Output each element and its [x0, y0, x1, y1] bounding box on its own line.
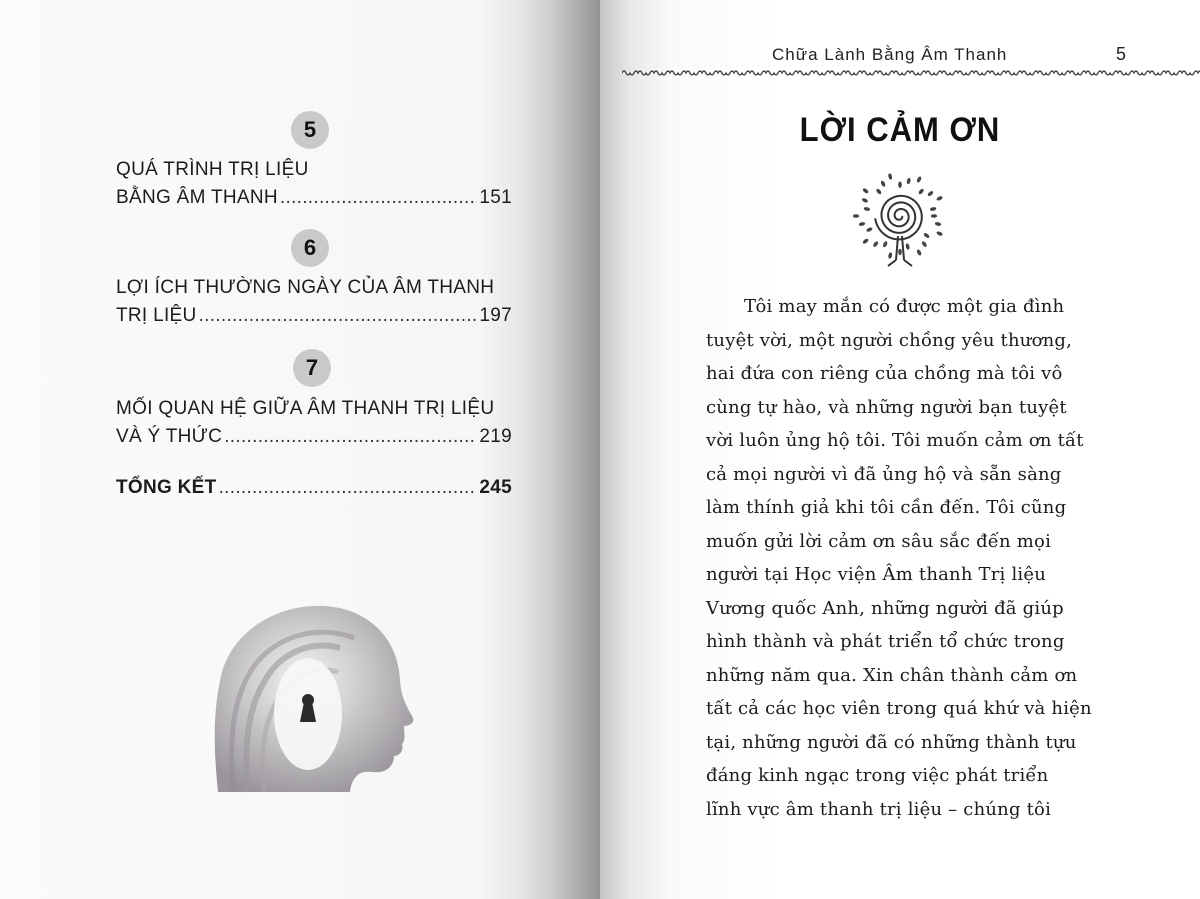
body-line: tại, những người đã có những thành tựu	[706, 731, 1077, 753]
toc-entry-6[interactable]	[116, 304, 512, 328]
leaf-shape	[916, 176, 922, 183]
leaf-shape	[927, 190, 934, 197]
leaf-shape	[863, 207, 870, 212]
toc-entry-5-title: QUÁ TRÌNH TRỊ LIỆU	[116, 159, 309, 180]
leaf-shape	[936, 231, 943, 237]
body-line: muốn gửi lời cảm ơn sâu sắc đến mọi	[706, 530, 1052, 552]
toc-entry-5-page: 151	[479, 187, 512, 208]
book-gutter-shadow	[520, 0, 600, 899]
body-line: hình thành và phát triển tổ chức trong	[706, 631, 1065, 652]
toc-entry-5[interactable]	[116, 186, 512, 210]
leaf-shape	[898, 249, 902, 255]
body-line: hai đứa con riêng của chồng mà tôi vô	[706, 363, 1063, 384]
body-line: đáng kinh ngạc trong việc phát triển	[706, 765, 1049, 786]
body-line: Tôi may mắn có được một gia đình	[744, 296, 1065, 317]
leaf-shape	[930, 207, 937, 212]
leaf-shape	[936, 195, 943, 201]
body-line: cùng tự hào, và những người bạn tuyệt	[706, 396, 1067, 418]
toc-leader-dots	[199, 304, 478, 328]
body-line: vời luôn ủng hộ tôi. Tôi muốn cảm ơn tất	[706, 430, 1084, 451]
toc-leader-dots	[224, 425, 477, 449]
leaf-shape	[906, 177, 911, 184]
toc-entry-6-title: LỢI ÍCH THƯỜNG NGÀY CỦA ÂM THANH	[116, 277, 495, 298]
leaf-shape	[866, 227, 873, 233]
toc-leader-dots	[280, 186, 477, 210]
section-title: LỜI CẢM ƠN	[799, 109, 1001, 150]
toc-entry-7-title-end: VÀ Ý THỨC	[116, 426, 223, 447]
body-line: tuyệt vời, một người chồng yêu thương,	[706, 329, 1073, 351]
leaf-shape	[872, 240, 879, 247]
page-number: 5	[1116, 44, 1127, 64]
toc-entry-7-title: MỐI QUAN HỆ GIỮA ÂM THANH TRỊ LIỆU	[116, 398, 495, 419]
leaf-shape	[934, 222, 941, 227]
toc-entry-6-title-end: TRỊ LIỆU	[116, 305, 197, 326]
leaf-shape	[923, 232, 930, 239]
leaf-shape	[858, 222, 865, 227]
leaf-shape	[880, 180, 886, 187]
toc-entry-6-page: 197	[479, 305, 512, 326]
body-line: Vương quốc Anh, những người đã giúp	[706, 597, 1064, 619]
leaf-shape	[898, 182, 902, 188]
toc-entry-summary[interactable]	[116, 476, 512, 500]
leaf-shape	[862, 238, 869, 245]
leaf-shape	[861, 197, 868, 203]
toc-summary-label: TỔNG KẾT	[116, 477, 217, 498]
body-line: làm thính giả khi tôi cần đến. Tôi cũng	[706, 497, 1067, 518]
leaf-shape	[888, 252, 893, 259]
toc-summary-page: 245	[479, 477, 512, 498]
leaf-shape	[875, 188, 882, 195]
leaf-shape	[882, 241, 888, 248]
leaf-shape	[905, 243, 910, 250]
toc-entry-7-page: 219	[479, 426, 512, 447]
chapter-number-5: 5	[291, 111, 329, 149]
leaf-shape	[916, 249, 922, 256]
leaf-shape	[888, 173, 893, 180]
toc-leader-dots	[219, 476, 478, 500]
chapter-number-7: 7	[293, 349, 331, 387]
leaf-shape	[931, 214, 937, 218]
spiral-tree-ornament-icon	[852, 172, 948, 272]
leaf-shape	[862, 187, 869, 194]
body-line: cả mọi người vì đã ủng hộ và sẵn sàng	[706, 463, 1062, 485]
chapter-number-6: 6	[291, 229, 329, 267]
toc-entry-7[interactable]	[116, 425, 512, 449]
body-line: tất cả các học viên trong quá khứ và hiện	[706, 698, 1092, 719]
toc-entry-5-title-end: BẰNG ÂM THANH	[116, 187, 278, 208]
body-line: những năm qua. Xin chân thành cảm ơn	[706, 664, 1078, 686]
body-line: lĩnh vực âm thanh trị liệu – chúng tôi	[706, 798, 1052, 820]
head-silhouette-illustration	[208, 602, 418, 801]
body-line: người tại Học viện Âm thanh Trị liệu	[706, 564, 1046, 585]
leaf-shape	[853, 214, 859, 218]
running-head: Chữa Lành Bằng Âm Thanh	[772, 45, 1008, 64]
leaf-shape	[921, 240, 928, 247]
leaf-shape	[918, 188, 925, 195]
wavy-divider	[622, 66, 1200, 80]
